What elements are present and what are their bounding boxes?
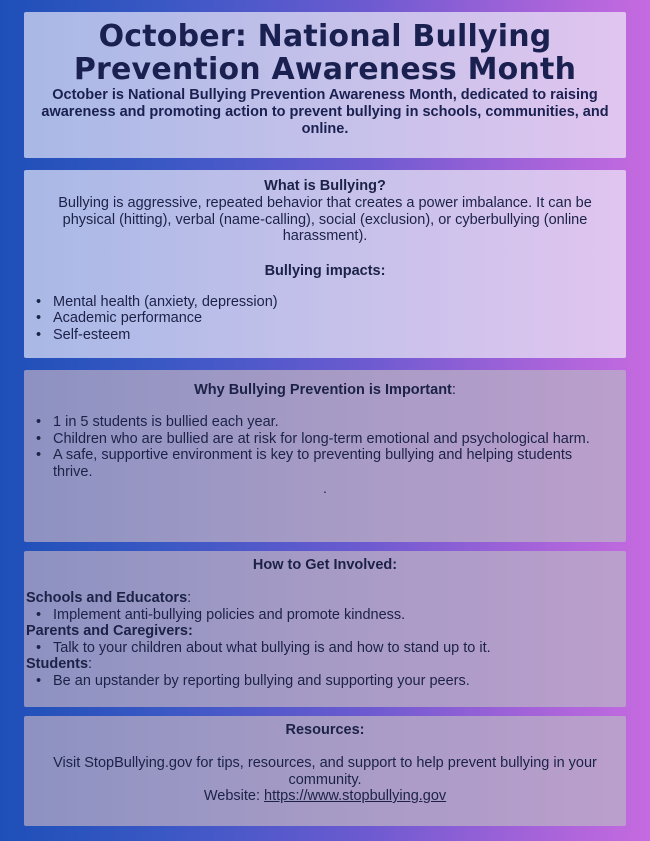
group-list-students [24,673,626,690]
list-item: • Implement anti-bullying policies and promote kindness. [36,607,626,624]
list-item: • Academic performance [36,310,626,327]
group-list-schools [24,607,626,624]
list-item: • 1 in 5 students is bullied each year. [36,414,626,431]
what-text: Bullying is aggressive, repeated behavior that creates a power imbalance. It can be physical (hitting), verbal (name-calling), social (exclusion), or cyberbullying (online harassment). [58,195,592,244]
trailing-dot: . [323,480,327,496]
group-label-parents [24,623,626,640]
involved-heading: How to Get Involved: [252,557,398,573]
why-heading-text: Why Bullying Prevention is Important [194,382,452,398]
website-line [24,788,626,805]
group-label-text: Parents and Caregivers: [26,623,193,639]
intro-text: October is National Bullying Prevention Awareness Month, dedicated to raising awareness and promoting action to prevent bullying in schools, communities, and online. [41,87,609,137]
what-is-bullying-card [24,170,626,358]
list-item: • Talk to your children about what bullying is and how to stand up to it. [36,640,626,657]
list-item: • Mental health (anxiety, depression) [36,294,626,311]
why-heading-colon: : [451,382,456,398]
involved-groups [24,590,626,689]
list-item: • Children who are bullied are at risk for long-term emotional and psychological harm. [36,431,626,448]
why-list [24,414,626,480]
group-label-text: Schools and Educators [26,590,188,606]
resources-heading: Resources: [285,722,365,738]
group-list-parents [24,640,626,657]
website-link[interactable]: https://www.stopbullying.gov [264,788,447,804]
group-label-colon: : [187,590,192,606]
list-item: • A safe, supportive environment is key to preventing bullying and helping students thrive. [36,447,626,480]
impacts-list [24,294,626,344]
group-label-schools [24,590,626,607]
hero-card [24,12,626,158]
group-label-students [24,656,626,673]
impacts-heading: Bullying impacts: [264,262,386,279]
page-title: October: National Bullying Prevention Awareness Month [73,19,577,87]
group-label-colon: : [88,656,93,672]
resources-card [24,716,626,826]
website-label: Website: [203,788,265,804]
list-item: • Self-esteem [36,327,626,344]
why-prevention-card [24,370,626,542]
list-item: • Be an upstander by reporting bullying and supporting your peers. [36,673,626,690]
why-heading [24,382,626,399]
what-heading: What is Bullying? [264,178,386,194]
group-label-text: Students [26,656,89,672]
get-involved-card [24,551,626,707]
resources-text: Visit StopBullying.gov for tips, resources, and support to help prevent bullying in your community. [53,755,597,788]
